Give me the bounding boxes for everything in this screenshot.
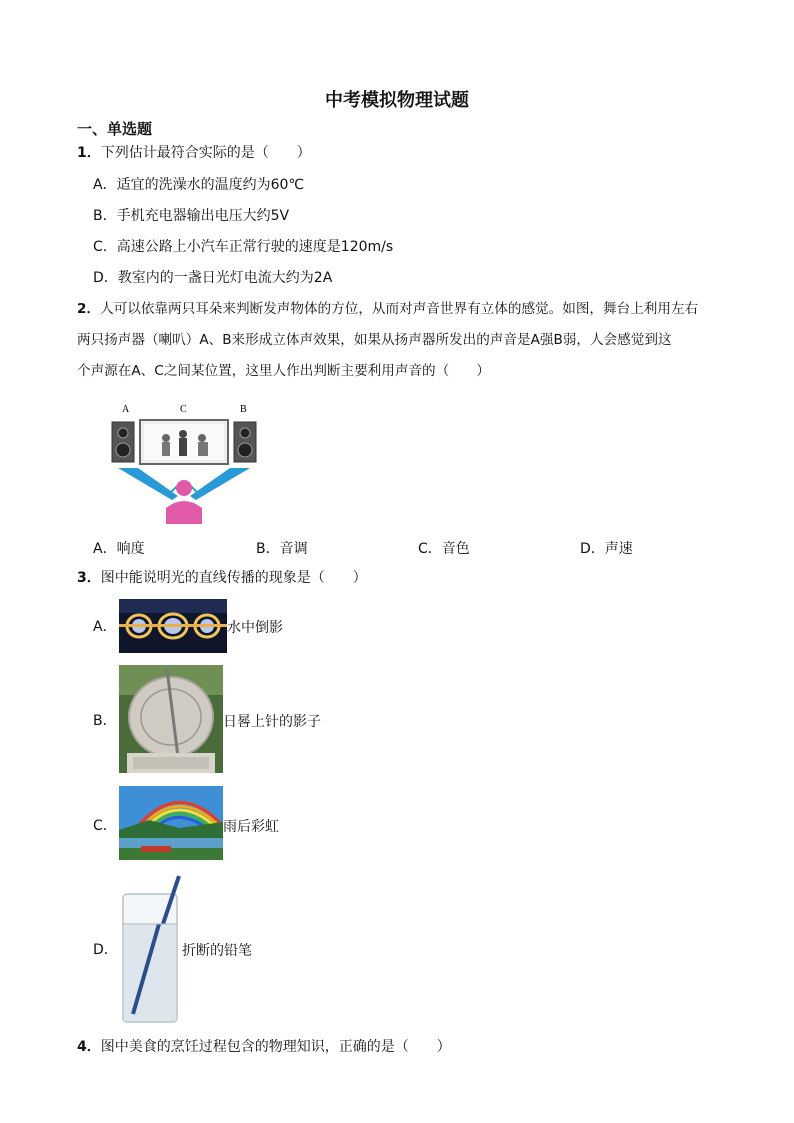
q3-option-b-letter: B． — [93, 713, 117, 729]
q1-option-a — [93, 175, 304, 195]
section-heading: 一、单选题 — [77, 120, 153, 138]
q3-option-a-text: 水中倒影 — [227, 620, 283, 636]
q3-option-b-text: 日晷上针的影子 — [223, 714, 321, 730]
question-text-line-2: 两只扬声器（喇叭）A、B来形成立体声效果，如果从扬声器所发出的声音是A强B弱，人会感觉到这 — [77, 332, 672, 348]
question-3 — [77, 563, 745, 594]
question-1 — [77, 138, 745, 169]
option-text: 手机充电器输出电压大约5V — [116, 208, 290, 224]
q3-option-d-letter: D． — [93, 942, 118, 958]
pencil-in-water-photo-icon — [119, 874, 181, 1024]
option-text: 音调 — [279, 541, 308, 557]
option-letter: C． — [93, 239, 117, 255]
question-number: 2． — [77, 301, 101, 317]
option-text: 响度 — [116, 541, 145, 557]
option-letter: D． — [93, 270, 118, 286]
option-text: 教室内的一盏日光灯电流大约为2A — [117, 270, 333, 286]
figure-label-c: C — [180, 404, 187, 415]
question-number: 1． — [77, 145, 101, 161]
option-letter: C． — [418, 541, 442, 557]
q1-option-b — [93, 206, 289, 226]
q3-option-d-text: 折断的铅笔 — [182, 943, 252, 959]
option-letter: A． — [93, 541, 117, 557]
rainbow-photo-icon — [119, 786, 223, 860]
option-text: 高速公路上小汽车正常行驶的速度是120m/s — [116, 239, 394, 255]
question-2 — [77, 294, 745, 387]
speaker-a-icon — [112, 422, 134, 462]
bridge-reflection-photo-icon — [119, 599, 227, 653]
q3-option-c-text: 雨后彩虹 — [223, 819, 279, 835]
page-title: 中考模拟物理试题 — [325, 90, 469, 111]
figure-label-a: A — [122, 404, 130, 415]
option-text: 音色 — [441, 541, 470, 557]
question-4 — [77, 1032, 745, 1063]
q2-option-a — [93, 539, 145, 559]
option-text: 声速 — [604, 541, 633, 557]
question-text: 下列估计最符合实际的是（ ） — [100, 145, 311, 161]
q2-option-b — [256, 539, 308, 559]
q1-option-d — [93, 268, 332, 288]
stereo-speakers-figure — [108, 400, 260, 526]
figure-label-b: B — [240, 404, 247, 415]
question-number: 3． — [77, 570, 101, 586]
question-number: 4． — [77, 1039, 101, 1055]
option-letter: B． — [256, 541, 280, 557]
option-letter: B． — [93, 208, 117, 224]
sundial-photo-icon — [119, 665, 223, 773]
listener-icon — [166, 480, 202, 524]
q3-option-a-letter: A． — [93, 619, 117, 635]
question-text: 图中能说明光的直线传播的现象是（ ） — [100, 570, 367, 586]
question-text-line-1: 人可以依靠两只耳朵来判断发声物体的方位，从而对声音世界有立体的感觉。如图，舞台上利用左右 — [100, 301, 699, 317]
option-text: 适宜的洗澡水的温度约为60℃ — [116, 177, 305, 193]
option-letter: D． — [580, 541, 605, 557]
q2-option-d — [580, 539, 633, 559]
option-letter: A． — [93, 177, 117, 193]
q1-option-c — [93, 237, 393, 257]
q3-option-c-letter: C． — [93, 818, 117, 834]
stage-band-icon — [140, 420, 228, 464]
q2-option-c — [418, 539, 470, 559]
question-text-line-3: 个声源在A、C之间某位置，这里人作出判断主要利用声音的（ ） — [77, 363, 491, 379]
speaker-b-icon — [234, 422, 256, 462]
question-text: 图中美食的烹饪过程包含的物理知识，正确的是（ ） — [100, 1039, 451, 1055]
